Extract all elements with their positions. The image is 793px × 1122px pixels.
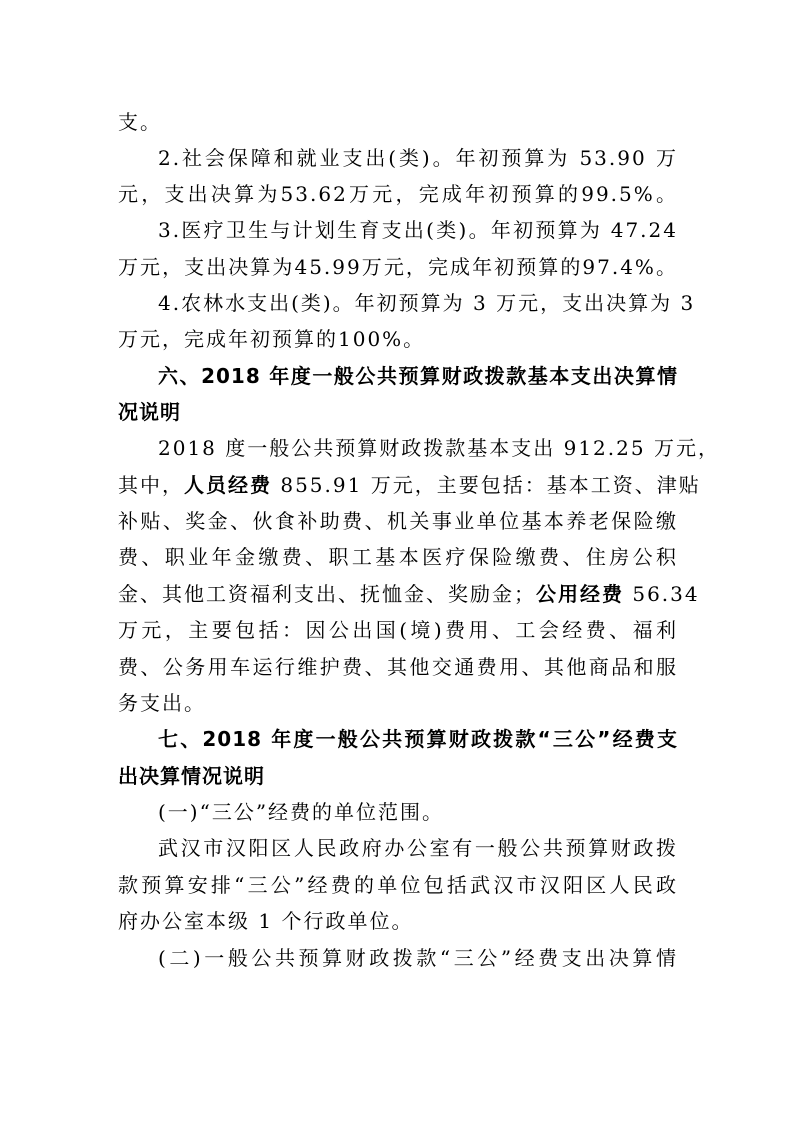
text-line: 府办公室本级 1 个行政单位。 <box>118 909 414 933</box>
section-heading: 六、2018 年度一般公共预算财政拨款基本支出决算情 <box>158 364 678 388</box>
section-heading: 七、2018 年度一般公共预算财政拨款“三公”经费支 <box>158 727 678 751</box>
text-span: 855.91 万元，主要包括：基本工资、津贴 <box>272 473 701 497</box>
section-heading: 出决算情况说明 <box>118 764 265 788</box>
text-line: 元，支出决算为53.62万元，完成年初预算的99.5%。 <box>118 182 678 206</box>
text-line: 费、职业年金缴费、职工基本医疗保险缴费、住房公积 <box>118 545 678 569</box>
text-line: 万元，完成年初预算的100%。 <box>118 327 426 351</box>
text-line: 4.农林水支出(类)。年初预算为 3 万元，支出决算为 3 <box>158 291 696 315</box>
text-line: 支。 <box>118 110 162 134</box>
text-line <box>118 471 701 499</box>
section-heading: 况说明 <box>118 400 181 424</box>
text-line: 武汉市汉阳区人民政府办公室有一般公共预算财政拨 <box>158 836 678 860</box>
bold-term: 人员经费 <box>184 473 272 497</box>
bold-term: 公用经费 <box>536 582 624 606</box>
text-span: 其中， <box>118 473 184 497</box>
text-line: 务支出。 <box>118 691 206 715</box>
text-span: 金、其他工资福利支出、抚恤金、奖励金； <box>118 582 536 606</box>
text-line: 3.医疗卫生与计划生育支出(类)。年初预算为 47.24 <box>158 218 678 242</box>
text-line: 款预算安排“三公”经费的单位包括武汉市汉阳区人民政 <box>118 873 678 897</box>
text-line: 费、公务用车运行维护费、其他交通费用、其他商品和服 <box>118 655 678 679</box>
text-line: 2018 度一般公共预算财政拨款基本支出 912.25 万元， <box>158 436 720 460</box>
text-span: 56.34 <box>624 582 700 606</box>
text-line: 补贴、奖金、伙食补助费、机关事业单位基本养老保险缴 <box>118 509 678 533</box>
text-line: 万元，主要包括：因公出国(境)费用、工会经费、福利 <box>118 618 678 642</box>
text-line <box>118 580 700 608</box>
subsection-heading: (二)一般公共预算财政拨款“三公”经费支出决算情 <box>158 946 678 970</box>
text-line: 万元，支出决算为45.99万元，完成年初预算的97.4%。 <box>118 255 678 279</box>
subsection-heading: (一)“三公”经费的单位范围。 <box>158 800 445 824</box>
text-line: 2.社会保障和就业支出(类)。年初预算为 53.90 万 <box>158 146 678 170</box>
